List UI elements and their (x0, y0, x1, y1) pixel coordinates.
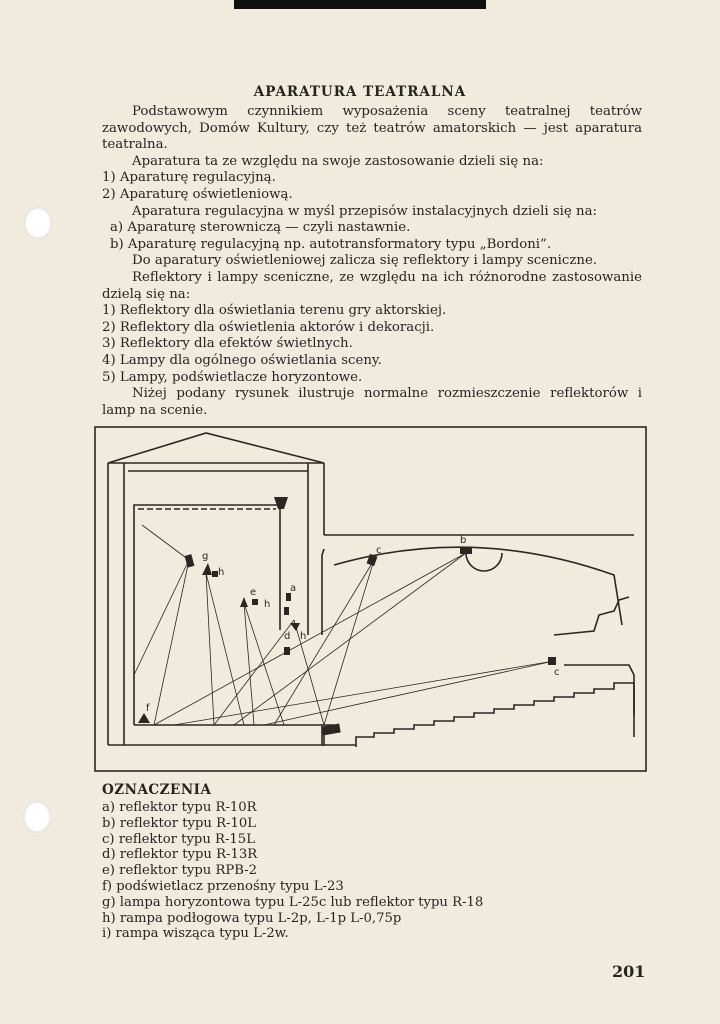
list-item: 5) Lampy, podświetlacze horyzontowe. (102, 369, 363, 385)
list-item: 3) Reflektory dla efektów świetlnych. (102, 336, 353, 352)
legend-heading: OZNACZENIA (102, 782, 212, 798)
label-b: b (460, 535, 467, 546)
paragraph-intro: Podstawowym czynnikiem wyposażenia sceny teatralnej teatrów zawodowych, Domów Kultury, czy też teatrów amatorskich — jest aparatura teatralna. (102, 104, 642, 153)
list-item: 4) Lampy dla ogólnego oświetlania sceny. (102, 352, 382, 368)
list-item: 2) Aparaturę oświetleniową. (102, 186, 293, 202)
list-item: b) Aparaturę regulacyjną np. autotransformatory typu „Bordoni”. (110, 236, 552, 252)
label-a: a (290, 583, 297, 594)
stage-lighting-diagram (94, 425, 648, 777)
label-e: e (250, 587, 257, 598)
legend-item: f) podświetlacz przenośny typu L-23 (102, 878, 344, 894)
legend-item: c) reflektor typu R-15L (102, 831, 255, 847)
punch-hole-top (24, 207, 52, 239)
paragraph-reflectors: Reflektory i lampy sceniczne, ze względu na ich różnorodne zastosowanie dzielą się na: (102, 269, 642, 302)
paragraph-lighting: Do aparatury oświetleniowej zalicza się reflektory i lampy sceniczne. (132, 253, 598, 269)
legend-item: g) lampa horyzontowa typu L-25c lub reflektor typu R-18 (102, 894, 484, 910)
body-text (102, 104, 642, 419)
legend-item: i) rampa wisząca typu L-2w. (102, 926, 289, 942)
fixtures (138, 497, 556, 735)
list-item: 2) Reflektory dla oświetlenia aktorów i dekoracji. (102, 319, 435, 335)
list-item: 1) Reflektory dla oświetlania terenu gry aktorskiej. (102, 303, 447, 319)
label-g: g (202, 551, 209, 562)
legend-item: e) reflektor typu RPB-2 (102, 863, 258, 879)
label-h-upper: h (218, 567, 225, 578)
scan-top-edge (234, 0, 486, 9)
list-item: 1) Aparaturę regulacyjną. (102, 170, 276, 186)
paragraph-figure-intro: Niżej podany rysunek ilustruje normalne rozmieszczenie reflektorów i lamp na scenie. (102, 386, 642, 418)
legend-list (102, 800, 483, 942)
punch-hole-bottom (23, 801, 51, 833)
label-c-lower: c (554, 667, 560, 678)
label-c-upper: c (376, 545, 382, 556)
page-number: 201 (612, 962, 646, 981)
auditorium-ceiling (334, 547, 622, 625)
legend-item: h) rampa podłogowa typu L-2p, L-1p L-0,75p (102, 910, 402, 926)
stage-roof (108, 433, 324, 463)
label-h-mid: h (264, 599, 271, 610)
list-item: a) Aparaturę sterowniczą — czyli nastawnie. (110, 220, 411, 236)
page-title: APARATURA TEATRALNA (253, 84, 467, 100)
label-d: d (284, 631, 291, 642)
legend-item: d) reflektor typu R-13R (102, 847, 258, 863)
paragraph-division: Aparatura ta ze względu na swoje zastosowanie dzieli się na: (132, 153, 544, 169)
diagram-frame (95, 427, 646, 771)
label-h-lower: h (300, 631, 307, 642)
label-f: f (146, 703, 150, 714)
light-beams (134, 525, 554, 725)
paragraph-regulation: Aparatura regulacyjna w myśl przepisów instalacyjnych dzieli się na: (132, 203, 598, 219)
legend-item: b) reflektor typu R-10L (102, 815, 257, 831)
legend-item: a) reflektor typu R-10R (102, 800, 257, 815)
